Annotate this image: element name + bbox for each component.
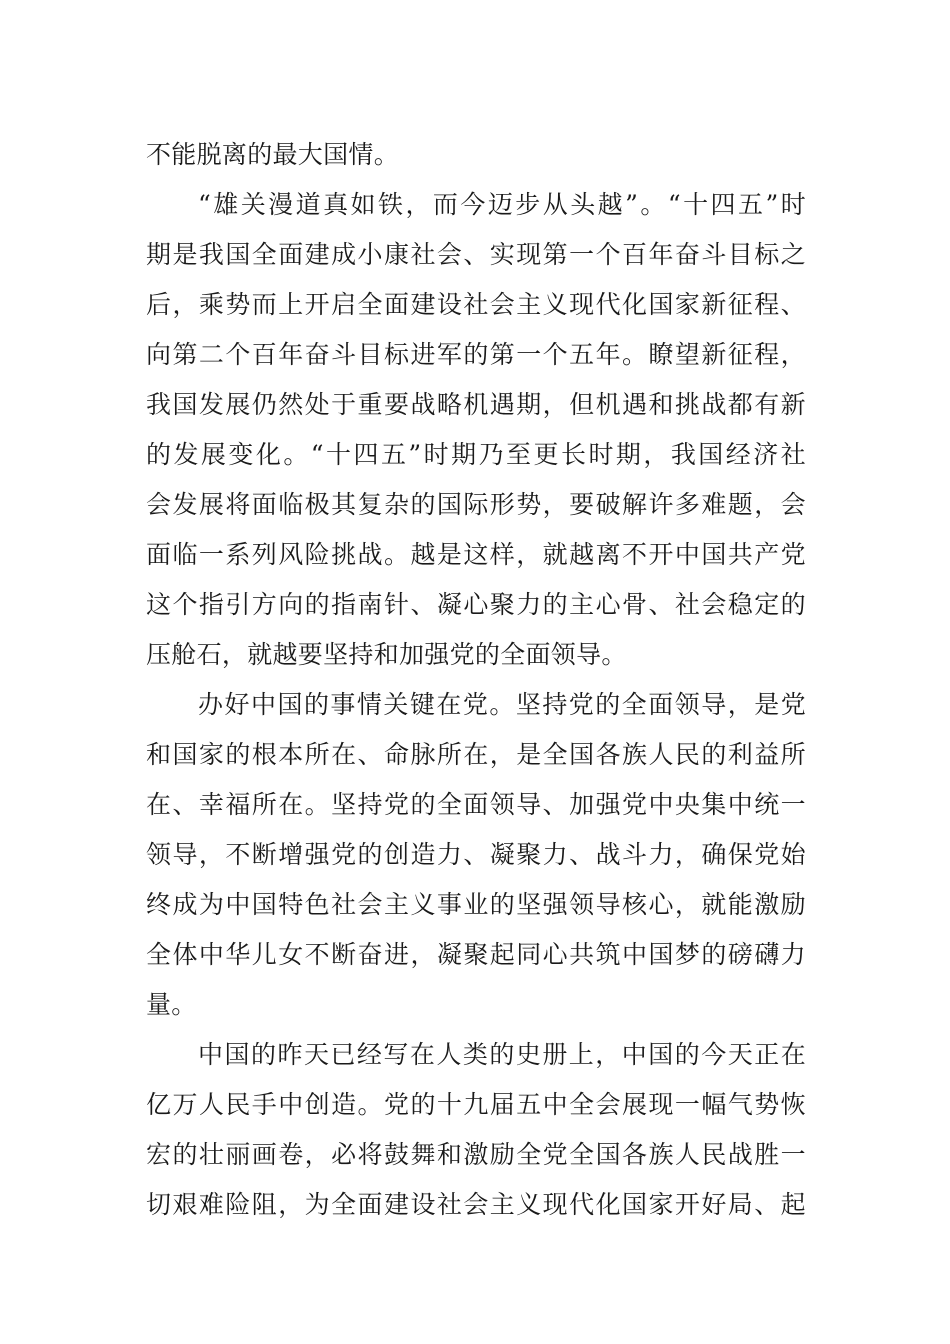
text-line: 不能脱离的最大国情。 — [146, 140, 400, 169]
text-line: 办好中国的事情关键在党。坚持党的全面领导，是党 — [198, 690, 806, 719]
text-line: 在、幸福所在。坚持党的全面领导、加强党中央集中统一 — [146, 790, 806, 819]
text-line: 后，乘势而上开启全面建设社会主义现代化国家新征程、 — [146, 290, 806, 319]
document-body — [146, 130, 806, 1230]
text-line: 领导，不断增强党的创造力、凝聚力、战斗力，确保党始 — [146, 840, 806, 869]
text-line: “雄关漫道真如铁，而今迈步从头越”。“十四五”时 — [198, 190, 806, 219]
text-line: 的发展变化。“十四五”时期乃至更长时期，我国经济社 — [146, 440, 806, 469]
paragraph-3 — [146, 680, 806, 1030]
text-line: 量。 — [146, 990, 197, 1019]
paragraph-2 — [146, 180, 806, 680]
text-line: 中国的昨天已经写在人类的史册上，中国的今天正在 — [198, 1040, 806, 1069]
text-line: 向第二个百年奋斗目标进军的第一个五年。瞭望新征程， — [146, 340, 806, 369]
text-line: 切艰难险阻，为全面建设社会主义现代化国家开好局、起 — [146, 1190, 806, 1219]
text-line: 和国家的根本所在、命脉所在，是全国各族人民的利益所 — [146, 740, 806, 769]
text-line: 面临一系列风险挑战。越是这样，就越离不开中国共产党 — [146, 540, 806, 569]
paragraph-4 — [146, 1030, 806, 1230]
text-line: 这个指引方向的指南针、凝心聚力的主心骨、社会稳定的 — [146, 590, 806, 619]
text-line: 压舱石，就越要坚持和加强党的全面领导。 — [146, 640, 627, 669]
text-line: 全体中华儿女不断奋进，凝聚起同心共筑中国梦的磅礴力 — [146, 940, 806, 969]
paragraph-1 — [146, 130, 806, 180]
text-line: 期是我国全面建成小康社会、实现第一个百年奋斗目标之 — [146, 240, 806, 269]
text-line: 我国发展仍然处于重要战略机遇期，但机遇和挑战都有新 — [146, 390, 806, 419]
text-line: 亿万人民手中创造。党的十九届五中全会展现一幅气势恢 — [146, 1090, 806, 1119]
text-line: 终成为中国特色社会主义事业的坚强领导核心，就能激励 — [146, 890, 806, 919]
text-line: 会发展将面临极其复杂的国际形势，要破解许多难题，会 — [146, 490, 806, 519]
text-line: 宏的壮丽画卷，必将鼓舞和激励全党全国各族人民战胜一 — [146, 1140, 806, 1169]
